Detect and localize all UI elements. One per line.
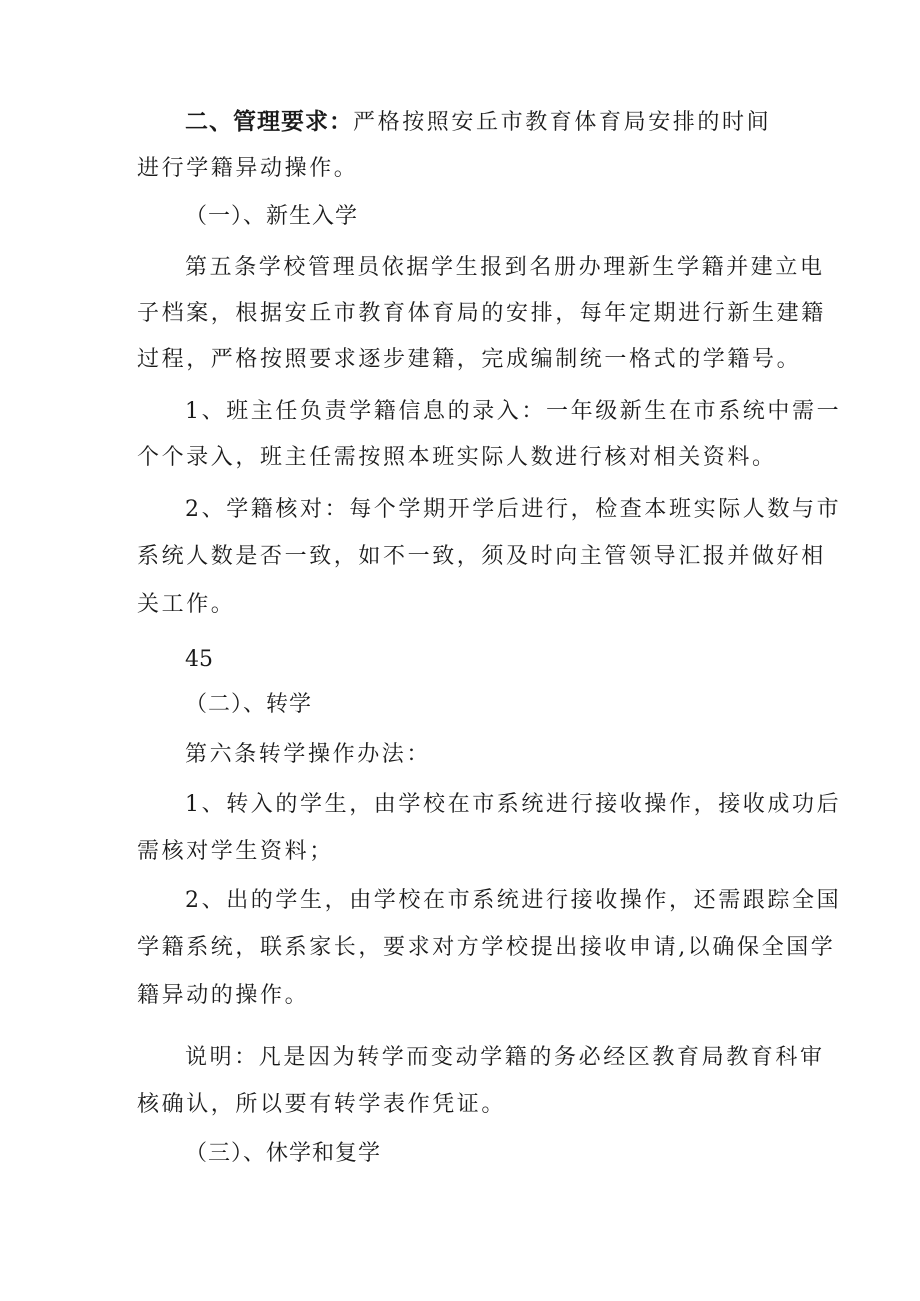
article-5-line-2: 子档案，根据安丘市教育体育局的安排，每年定期进行新生建籍 [137,301,826,326]
section-2-heading: 二、管理要求： [185,109,353,135]
section-2-heading-line [185,107,845,138]
article-6: 第六条转学操作办法： [185,742,432,767]
sub1-item-2-line-2: 系统人数是否一致，如不一致，须及时向主管领导汇报并做好相 [137,544,826,569]
article-5-line-1: 第五条学校管理员依据学生报到名册办理新生学籍并建立电 [185,255,825,280]
section-2-intro: 严格按照安丘市教育体育局安排的时间 [353,110,772,135]
page-number: 45 [185,647,213,672]
section-2-intro-cont: 进行学籍异动操作。 [137,156,359,181]
subsection-3-title: （三）、休学和复学 [185,1141,382,1166]
sub1-item-1-line-1: 1、班主任负责学籍信息的录入：一年级新生在市系统中需一 [185,399,842,424]
article-5-line-3: 过程，严格按照要求逐步建籍，完成编制统一格式的学籍号。 [137,347,802,372]
sub2-item-2-line-1: 2、出的学生，由学校在市系统进行接收操作，还需跟踪全国 [185,888,842,913]
sub2-item-2-line-2: 学籍系统，联系家长，要求对方学校提出接收申请,以确保全国学 [137,935,836,960]
transfer-note-line-1: 说明：凡是因为转学而变动学籍的务必经区教育局教育科审 [185,1045,825,1070]
sub1-item-2-line-3: 关工作。 [137,592,236,617]
sub2-item-1-line-2: 需核对学生资料； [137,839,334,864]
subsection-1-title: （一）、新生入学 [185,204,359,229]
subsection-2-title: （二）、转学 [185,692,313,717]
sub2-item-2-line-3: 籍异动的操作。 [137,983,310,1008]
sub2-item-1-line-1: 1、转入的学生，由学校在市系统进行接收操作，接收成功后 [185,792,842,817]
sub1-item-2-line-1: 2、学籍核对：每个学期开学后进行，检查本班实际人数与市 [185,497,842,522]
transfer-note-line-2: 核确认，所以要有转学表作凭证。 [137,1092,507,1117]
sub1-item-1-line-2: 个个录入，班主任需按照本班实际人数进行核对相关资料。 [137,445,777,470]
